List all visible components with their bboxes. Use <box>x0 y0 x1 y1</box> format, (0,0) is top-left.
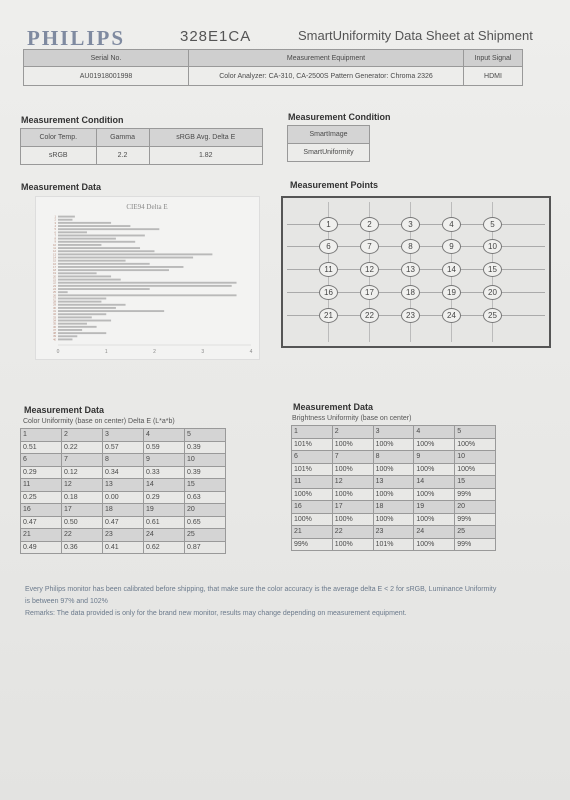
color-table-cell: 25 <box>185 529 226 542</box>
measurement-point: 23 <box>401 308 420 323</box>
brightness-table-cell: 99% <box>455 488 496 501</box>
delta-e-category-label: 38 <box>53 332 56 336</box>
delta-e-bar <box>58 244 101 246</box>
color-table-cell: 2 <box>62 429 103 442</box>
delta-e-category-label: 24 <box>53 287 56 291</box>
brightness-table-cell: 7 <box>332 451 373 464</box>
color-table-cell: 0.22 <box>62 441 103 454</box>
header-col-serial: Serial No. <box>24 50 189 67</box>
delta-e-category-label: 14 <box>53 256 56 260</box>
color-table-cell: 0.12 <box>62 466 103 479</box>
delta-e-category-label: 16 <box>53 262 56 266</box>
condition-smartuniformity: SmartUniformity <box>288 144 370 162</box>
color-table-cell: 22 <box>62 529 103 542</box>
brightness-table-cell: 100% <box>414 538 455 551</box>
color-table-row <box>21 441 226 454</box>
delta-e-category-label: 35 <box>53 322 56 326</box>
brightness-table-cell: 100% <box>332 463 373 476</box>
delta-e-category-label: 19 <box>53 272 56 276</box>
delta-e-bar <box>58 222 111 224</box>
condition-col-deltae: sRGB Avg. Delta E <box>149 129 262 147</box>
measurement-point: 20 <box>483 285 502 300</box>
color-table-cell: 9 <box>144 454 185 467</box>
color-table-cell: 13 <box>103 479 144 492</box>
condition-heading-2: Measurement Condition <box>288 112 391 122</box>
delta-e-category-label: 1 <box>54 215 56 219</box>
brightness-table-cell: 11 <box>292 476 333 489</box>
brightness-table-cell: 17 <box>332 501 373 514</box>
brightness-table-row <box>292 476 496 489</box>
brightness-table-row <box>292 426 496 439</box>
brightness-table-row <box>292 501 496 514</box>
header-col-equipment: Measurement Equipment <box>189 50 464 67</box>
measurement-point: 12 <box>360 262 379 277</box>
delta-e-bar <box>58 247 140 249</box>
measurement-point: 7 <box>360 239 379 254</box>
color-table-cell: 19 <box>144 504 185 517</box>
delta-e-category-label: 6 <box>54 231 56 235</box>
signal-value: HDMI <box>464 67 523 86</box>
points-heading: Measurement Points <box>290 180 379 190</box>
brightness-table-cell: 19 <box>414 501 455 514</box>
serial-value: AU01918001998 <box>24 67 189 86</box>
header-table <box>23 49 523 86</box>
measurement-point: 15 <box>483 262 502 277</box>
delta-e-category-label: 27 <box>53 297 56 301</box>
delta-e-bar <box>58 238 116 240</box>
brightness-table-cell: 100% <box>455 463 496 476</box>
brightness-table-cell: 2 <box>332 426 373 439</box>
measurement-point: 5 <box>483 217 502 232</box>
delta-e-bar <box>58 310 164 312</box>
brightness-table-cell: 100% <box>332 438 373 451</box>
x-tick-label: 3 <box>201 349 205 355</box>
delta-e-category-label: 32 <box>53 313 56 317</box>
color-table-cell: 3 <box>103 429 144 442</box>
measurement-point: 1 <box>319 217 338 232</box>
color-table-cell: 0.62 <box>144 541 185 554</box>
brightness-table-row <box>292 526 496 539</box>
delta-e-chart-svg <box>36 197 259 359</box>
condition-deltae-value: 1.82 <box>149 147 262 165</box>
delta-e-bar <box>58 216 75 218</box>
delta-e-category-label: 13 <box>53 253 56 257</box>
color-table-cell: 4 <box>144 429 185 442</box>
delta-e-category-label: 12 <box>53 250 56 254</box>
measurement-point: 4 <box>442 217 461 232</box>
delta-e-category-label: 5 <box>54 228 56 232</box>
footer-line-1: Every Philips monitor has been calibrated before shipping, that make sure the color accuracy is the average delta E < 2 for sRGB, Luminance Uniformity <box>25 586 497 593</box>
delta-e-category-label: 36 <box>53 325 56 329</box>
delta-e-category-label: 8 <box>54 237 56 241</box>
philips-logo: PHILIPS <box>27 26 126 50</box>
brightness-table-cell: 24 <box>414 526 455 539</box>
delta-e-bar <box>58 275 111 277</box>
measurement-points-panel <box>281 196 551 348</box>
brightness-table-cell: 8 <box>373 451 414 464</box>
delta-e-bar <box>58 257 193 259</box>
color-table-cell: 0.63 <box>185 491 226 504</box>
delta-e-category-label: 21 <box>53 278 56 282</box>
delta-e-bar <box>58 307 116 309</box>
delta-e-bar <box>58 326 97 328</box>
measurement-point: 9 <box>442 239 461 254</box>
color-table-cell: 0.57 <box>103 441 144 454</box>
condition-table-2 <box>287 125 370 162</box>
brightness-table-cell: 100% <box>414 513 455 526</box>
delta-e-category-label: 22 <box>53 281 56 285</box>
color-table-cell: 8 <box>103 454 144 467</box>
delta-e-bar <box>58 269 169 271</box>
brightness-table-cell: 13 <box>373 476 414 489</box>
brightness-table-row <box>292 438 496 451</box>
delta-e-category-label: 9 <box>54 240 56 244</box>
color-table-cell: 18 <box>103 504 144 517</box>
delta-e-bar <box>58 219 72 221</box>
brightness-table-cell: 101% <box>373 538 414 551</box>
condition-temp-value: sRGB <box>21 147 97 165</box>
brightness-table-cell: 3 <box>373 426 414 439</box>
model-number: 328E1CA <box>180 28 252 45</box>
delta-e-bar <box>58 313 106 315</box>
brightness-table-row <box>292 488 496 501</box>
measurement-point: 14 <box>442 262 461 277</box>
chart-title: CIE94 Delta E <box>126 203 168 211</box>
color-table-row <box>21 529 226 542</box>
color-table-cell: 0.47 <box>21 516 62 529</box>
brightness-table-cell: 22 <box>332 526 373 539</box>
brightness-table-cell: 25 <box>455 526 496 539</box>
delta-e-bar <box>58 329 82 331</box>
color-table-row <box>21 491 226 504</box>
x-tick-label: 4 <box>249 349 253 355</box>
x-tick-label: 0 <box>56 349 60 355</box>
color-table-cell: 17 <box>62 504 103 517</box>
color-table-row <box>21 429 226 442</box>
color-table-cell: 20 <box>185 504 226 517</box>
delta-e-bar <box>58 272 97 274</box>
delta-e-category-label: 34 <box>53 319 56 323</box>
delta-e-category-label: 20 <box>53 275 56 279</box>
brightness-table-cell: 5 <box>455 426 496 439</box>
color-table-cell: 0.50 <box>62 516 103 529</box>
brightness-table-cell: 23 <box>373 526 414 539</box>
brightness-table-cell: 100% <box>373 488 414 501</box>
delta-e-category-label: 29 <box>53 303 56 307</box>
delta-e-category-label: 11 <box>53 247 56 251</box>
color-table-cell: 15 <box>185 479 226 492</box>
color-table-row <box>21 479 226 492</box>
delta-e-bar <box>58 288 150 290</box>
delta-e-bar <box>58 263 150 265</box>
condition-col-temp: Color Temp. <box>21 129 97 147</box>
brightness-data-subtitle: Brightness Uniformity (base on center) <box>292 415 412 422</box>
brightness-table-cell: 10 <box>455 451 496 464</box>
color-table-row <box>21 454 226 467</box>
color-table-cell: 0.59 <box>144 441 185 454</box>
color-table-cell: 0.33 <box>144 466 185 479</box>
delta-e-category-label: 30 <box>53 306 56 310</box>
delta-e-bar <box>58 282 237 284</box>
brightness-table-cell: 101% <box>292 438 333 451</box>
measurement-point: 3 <box>401 217 420 232</box>
brightness-data-heading: Measurement Data <box>293 402 374 412</box>
brightness-table-cell: 101% <box>292 463 333 476</box>
measurement-point: 16 <box>319 285 338 300</box>
x-tick-label: 1 <box>104 349 108 355</box>
delta-e-bar <box>58 253 212 255</box>
measurement-point: 6 <box>319 239 338 254</box>
brightness-table-cell: 100% <box>373 463 414 476</box>
brightness-table-row <box>292 538 496 551</box>
measurement-point: 24 <box>442 308 461 323</box>
brightness-table-row <box>292 451 496 464</box>
delta-e-bar <box>58 335 77 337</box>
color-table-cell: 11 <box>21 479 62 492</box>
color-table-cell: 0.29 <box>144 491 185 504</box>
delta-e-category-label: 17 <box>53 265 56 269</box>
brightness-table-cell: 99% <box>455 513 496 526</box>
delta-e-category-label: 37 <box>53 328 56 332</box>
delta-e-bar <box>58 228 159 230</box>
color-table-cell: 0.18 <box>62 491 103 504</box>
brightness-table-cell: 15 <box>455 476 496 489</box>
delta-e-bar <box>58 291 68 293</box>
condition-smartimage: SmartImage <box>288 126 370 144</box>
condition-heading-1: Measurement Condition <box>21 115 124 125</box>
delta-e-category-label: 25 <box>53 291 56 295</box>
brightness-table-cell: 100% <box>414 463 455 476</box>
measurement-point: 25 <box>483 308 502 323</box>
delta-e-bar <box>58 320 111 322</box>
delta-e-bar <box>58 332 106 334</box>
delta-e-bar <box>58 304 126 306</box>
measurement-point: 13 <box>401 262 420 277</box>
delta-e-bar <box>58 298 106 300</box>
brightness-table-cell: 20 <box>455 501 496 514</box>
color-table-cell: 0.36 <box>62 541 103 554</box>
color-table-cell: 10 <box>185 454 226 467</box>
delta-e-category-label: 23 <box>53 284 56 288</box>
color-table-cell: 0.39 <box>185 441 226 454</box>
measurement-point: 21 <box>319 308 338 323</box>
sheet-title: SmartUniformity Data Sheet at Shipment <box>298 28 533 43</box>
color-table-cell: 0.87 <box>185 541 226 554</box>
delta-e-bar <box>58 260 126 262</box>
measurement-point: 17 <box>360 285 379 300</box>
color-table-cell: 5 <box>185 429 226 442</box>
equipment-value: Color Analyzer: CA-310, CA-2500S Pattern Generator: Chroma 2326 <box>189 67 464 86</box>
delta-e-bar <box>58 231 87 233</box>
delta-e-bar <box>58 279 121 281</box>
brightness-table-cell: 100% <box>332 513 373 526</box>
footer-line-3: Remarks: The data provided is only for the brand new monitor, results may change depending on measurement equipment. <box>25 610 407 617</box>
brightness-table-cell: 100% <box>373 513 414 526</box>
delta-e-bar <box>58 316 92 318</box>
color-table-cell: 1 <box>21 429 62 442</box>
color-table-cell: 7 <box>62 454 103 467</box>
measurement-point: 8 <box>401 239 420 254</box>
delta-e-bar <box>58 323 87 325</box>
color-uniformity-table <box>20 428 226 554</box>
delta-e-category-label: 31 <box>53 310 56 314</box>
brightness-table-cell: 99% <box>455 538 496 551</box>
delta-e-category-label: 40 <box>53 338 56 342</box>
brightness-table-cell: 100% <box>292 513 333 526</box>
color-table-cell: 23 <box>103 529 144 542</box>
header-col-signal: Input Signal <box>464 50 523 67</box>
color-table-row <box>21 466 226 479</box>
color-table-cell: 16 <box>21 504 62 517</box>
footer-notes <box>25 584 545 620</box>
color-table-row <box>21 516 226 529</box>
color-table-cell: 0.00 <box>103 491 144 504</box>
delta-e-bar <box>58 266 183 268</box>
brightness-table-cell: 6 <box>292 451 333 464</box>
delta-e-bar <box>58 285 232 287</box>
color-table-cell: 0.25 <box>21 491 62 504</box>
color-table-cell: 0.49 <box>21 541 62 554</box>
measurement-point: 19 <box>442 285 461 300</box>
delta-e-bar <box>58 235 145 237</box>
delta-e-category-label: 28 <box>53 300 56 304</box>
brightness-table-cell: 100% <box>292 488 333 501</box>
color-table-row <box>21 504 226 517</box>
delta-e-chart <box>35 196 260 360</box>
delta-e-bar <box>58 338 72 340</box>
delta-e-bar <box>58 301 101 303</box>
brightness-table-cell: 18 <box>373 501 414 514</box>
delta-e-category-label: 18 <box>53 269 56 273</box>
delta-e-category-label: 7 <box>54 234 56 238</box>
brightness-table-row <box>292 463 496 476</box>
delta-e-category-label: 15 <box>53 259 56 263</box>
delta-e-category-label: 39 <box>53 335 56 339</box>
brightness-table-cell: 16 <box>292 501 333 514</box>
color-table-cell: 0.65 <box>185 516 226 529</box>
condition-gamma-value: 2.2 <box>96 147 149 165</box>
condition-table-1 <box>20 128 263 165</box>
delta-e-bar <box>58 241 135 243</box>
color-table-cell: 6 <box>21 454 62 467</box>
color-table-cell: 0.34 <box>103 466 144 479</box>
brightness-table-cell: 21 <box>292 526 333 539</box>
footer-line-2: is between 97% and 102% <box>25 598 108 605</box>
delta-e-bar <box>58 225 130 227</box>
measurement-point: 10 <box>483 239 502 254</box>
color-table-cell: 0.47 <box>103 516 144 529</box>
brightness-uniformity-table <box>291 425 496 551</box>
delta-e-category-label: 4 <box>54 224 56 228</box>
color-table-row <box>21 541 226 554</box>
color-table-cell: 0.41 <box>103 541 144 554</box>
measurement-point: 2 <box>360 217 379 232</box>
delta-e-category-label: 10 <box>53 243 56 247</box>
delta-e-bar <box>58 294 237 296</box>
color-table-cell: 0.39 <box>185 466 226 479</box>
condition-col-gamma: Gamma <box>96 129 149 147</box>
brightness-table-cell: 100% <box>332 538 373 551</box>
brightness-table-cell: 99% <box>292 538 333 551</box>
chart-heading: Measurement Data <box>21 182 102 192</box>
brightness-table-cell: 100% <box>414 438 455 451</box>
x-tick-label: 2 <box>153 349 156 355</box>
color-table-cell: 21 <box>21 529 62 542</box>
brightness-table-cell: 100% <box>373 438 414 451</box>
brightness-table-cell: 9 <box>414 451 455 464</box>
color-table-cell: 24 <box>144 529 185 542</box>
delta-e-category-label: 33 <box>53 316 56 320</box>
brightness-table-cell: 14 <box>414 476 455 489</box>
brightness-table-row <box>292 513 496 526</box>
color-data-heading: Measurement Data <box>24 405 105 415</box>
brightness-table-cell: 1 <box>292 426 333 439</box>
brightness-table-cell: 100% <box>455 438 496 451</box>
brightness-table-cell: 100% <box>414 488 455 501</box>
brightness-table-cell: 4 <box>414 426 455 439</box>
brightness-table-cell: 100% <box>332 488 373 501</box>
measurement-point: 11 <box>319 262 338 277</box>
color-table-cell: 14 <box>144 479 185 492</box>
color-table-cell: 12 <box>62 479 103 492</box>
delta-e-category-label: 3 <box>54 221 56 225</box>
measurement-point: 22 <box>360 308 379 323</box>
delta-e-category-label: 2 <box>54 218 56 222</box>
color-table-cell: 0.61 <box>144 516 185 529</box>
color-data-subtitle: Color Uniformity (base on center) Delta E (L*a*b) <box>23 418 175 425</box>
color-table-cell: 0.51 <box>21 441 62 454</box>
color-table-cell: 0.29 <box>21 466 62 479</box>
brightness-table-cell: 12 <box>332 476 373 489</box>
measurement-point: 18 <box>401 285 420 300</box>
delta-e-bar <box>58 250 155 252</box>
delta-e-category-label: 26 <box>53 294 56 298</box>
